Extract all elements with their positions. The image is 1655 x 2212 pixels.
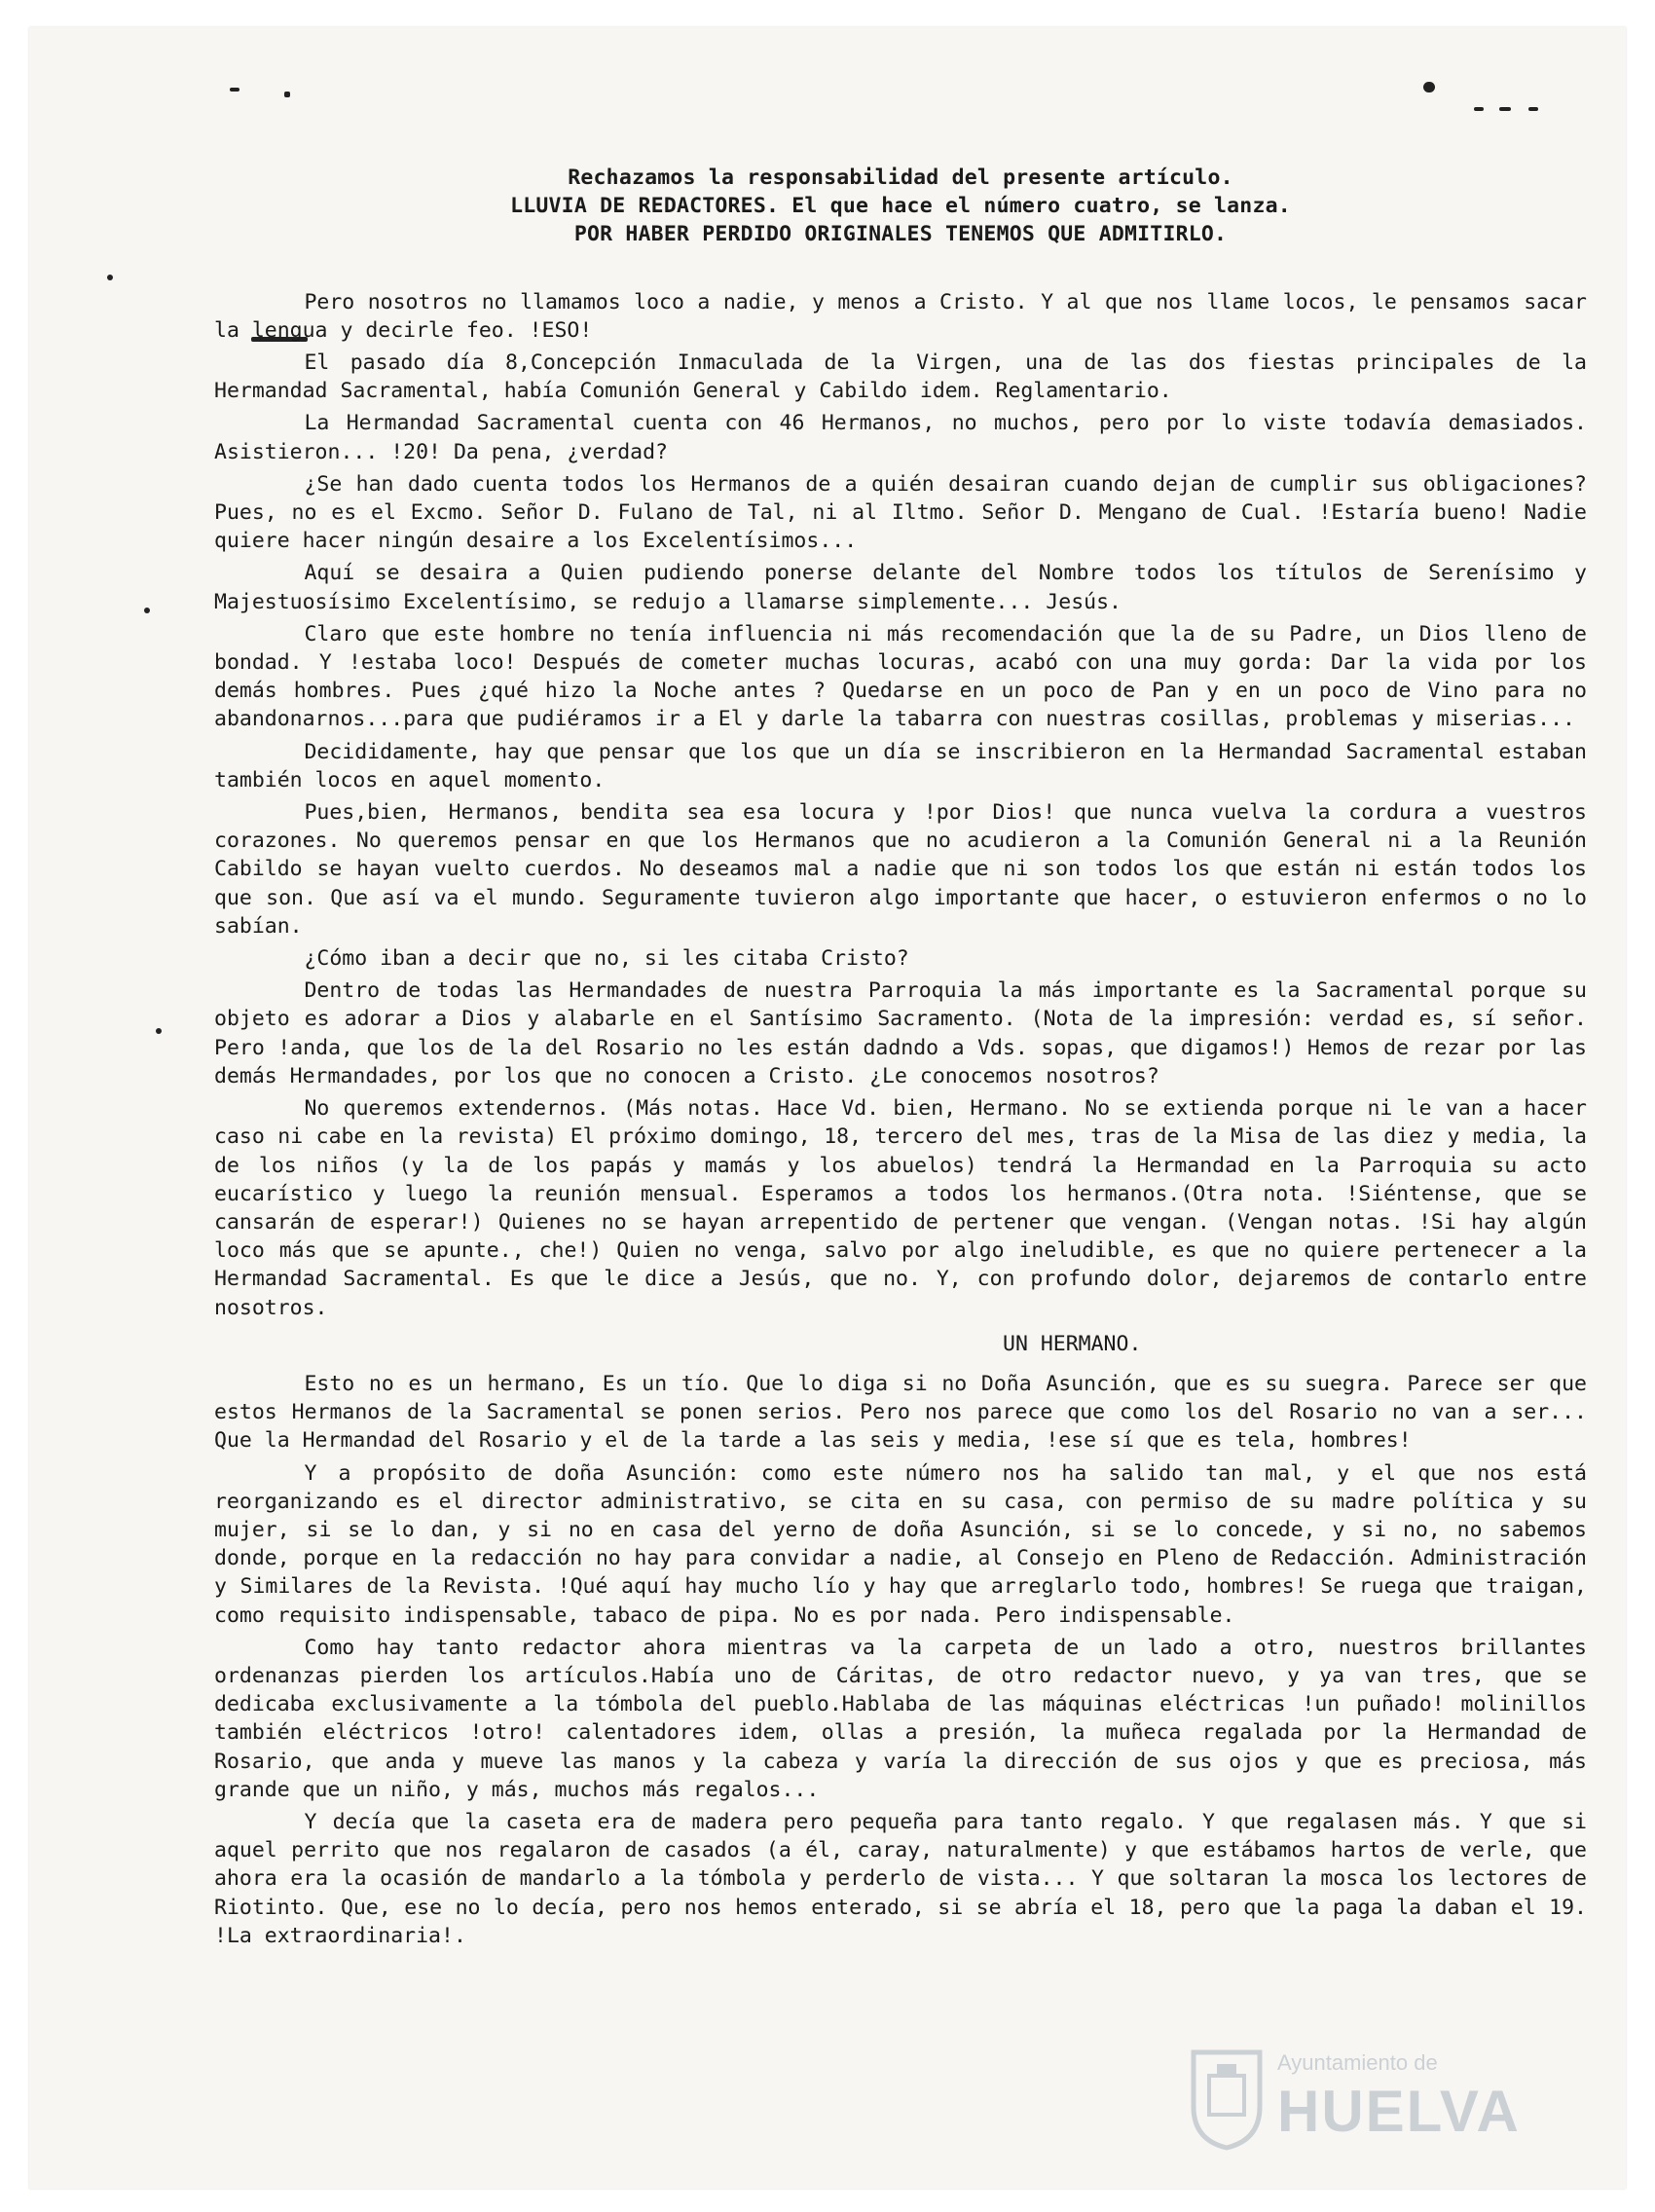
article bbox=[214, 164, 1587, 1954]
ink-speck bbox=[1423, 82, 1435, 92]
article-header bbox=[214, 164, 1587, 249]
watermark-title: HUELVA bbox=[1277, 2079, 1521, 2144]
paragraph: Esto no es un hermano, Es un tío. Que lo diga si no Doña Asunción, que es su suegra. Parece ser que estos Hermanos de la Sacramental se ponen serios. Pero nos parece que como los del Rosario no van a ser... Que la Hermandad del Rosario y el de la tarde a las seis y media, !ese sí que es tela, hombres! bbox=[214, 1371, 1587, 1454]
header-note: POR HABER PERDIDO ORIGINALES TENEMOS QUE ADMITIRLO. bbox=[573, 222, 1228, 247]
signature: UN HERMANO. bbox=[1003, 1331, 1142, 1356]
ink-speck bbox=[156, 1028, 162, 1034]
ink-speck bbox=[1474, 107, 1484, 111]
paragraph: Y decía que la caseta era de madera pero pequeña para tanto regalo. Y que regalasen más. Y que si aquel perrito que nos regalaron de casados (a él, caray, naturalmente) y que estábamos hartos de verle, que ahora era la ocasión de mandarlo a la tómbola y perderlo de vista... Y que soltaran la mosca los lectores de Riotinto. Que, ese no lo decía, pero nos hemos enterado, si se abría el 18, pero que la paga la daban el 19. !La extraordinaria!. bbox=[214, 1809, 1587, 1948]
paragraph: Como hay tanto redactor ahora mientras va la carpeta de un lado a otro, nuestros brillantes ordenanzas pierden los artículos.Había uno de Cáritas, de otro redactor nuevo, y ya van tres, que se dedicaba exclusivamente a la tómbola del pueblo.Hablaba de las máquinas eléctricas !un puñado! molinillos también eléctricos !otro! calentadores idem, ollas a presión, la muñeca regalada por la Hermandad de Rosario, que anda y mueve las manos y la cabeza y varía la dirección de sus ojos y que es preciosa, más grande que un niño, y más, muchos más regalos... bbox=[214, 1635, 1587, 1802]
ink-speck bbox=[284, 92, 290, 97]
paragraph: ¿Se han dado cuenta todos los Hermanos de a quién desairan cuando dejan de cumplir sus obligaciones? Pues, no es el Excmo. Señor D. Fulano de Tal, ni al Iltmo. Señor D. Mengano de Cual. !Estaría bueno! Nadie quiere hacer ningún desaire a los Excelentísimos... bbox=[214, 471, 1587, 554]
ink-speck bbox=[107, 275, 113, 280]
ink-speck bbox=[1528, 107, 1538, 111]
paragraph: Pues,bien, Hermanos, bendita sea esa locura y !por Dios! que nunca vuelva la cordura a vuestros corazones. No queremos pensar en que los Hermanos que no acudieron a la Comunión General ni a la Reunión Cabildo se hayan vuelto cuerdos. No deseamos mal a nadie que ni son todos los que están ni están todos los que son. Que así va el mundo. Seguramente tuvieron algo importante que hacer, o estuvieron enfermos o no lo sabían. bbox=[214, 800, 1587, 939]
document-sheet bbox=[29, 27, 1626, 2189]
archive-watermark bbox=[1188, 2043, 1538, 2159]
header-disclaimer: Rechazamos la responsabilidad del presente artículo. bbox=[568, 166, 1233, 190]
paragraph: Dentro de todas las Hermandades de nuestra Parroquia la más importante es la Sacramental porque su objeto es adorar a Dios y alabarle en el Santísimo Sacramento. (Nota de la impresión: verdad es, sí señor. Pero !anda, que los de la del Rosario no les están dadndo a Vds. sopas, que digamos!) Hemos de rezar por las demás Hermandades, por los que no conocen a Cristo. ¿Le conocemos nosotros? bbox=[214, 978, 1587, 1088]
paragraph: Y a propósito de doña Asunción: como este número nos ha salido tan mal, y el que nos está reorganizando es el director administrativo, se cita en su casa, con permiso de su madre política y su mujer, si se lo dan, y si no en casa del yerno de doña Asunción, si se lo concede, y si no, no sabemos donde, porque en la redacción no hay para convidar a nadie, al Consejo en Pleno de Redacción. Administración y Similares de la Revista. !Qué aquí hay mucho lío y hay que arreglarlo todo, hombres! Se ruega que traigan, como requisito indispensable, tabaco de pipa. No es por nada. Pero indispensable. bbox=[214, 1460, 1587, 1628]
ink-speck bbox=[1499, 107, 1511, 111]
paragraph: Claro que este hombre no tenía influencia ni más recomendación que la de su Padre, un Dios lleno de bondad. Y !estaba loco! Después de cometer muchas locuras, acabó con una muy gorda: Dar la vida por los demás hombres. Pues ¿qué hizo la Noche antes ? Quedarse en un poco de Pan y en un poco de Vino para no abandonarnos...para que pudiéramos ir a El y darle la tabarra con nuestras cosillas, problemas y miserias... bbox=[214, 621, 1587, 732]
paragraph: El pasado día 8,Concepción Inmaculada de la Virgen, una de las dos fiestas principales de la Hermandad Sacramental, había Comunión General y Cabildo idem. Reglamentario. bbox=[214, 350, 1587, 404]
coat-of-arms-icon bbox=[1188, 2046, 1266, 2152]
header-subtitle: LLUVIA DE REDACTORES. El que hace el número cuatro, se lanza. bbox=[510, 194, 1291, 219]
paragraph: No queremos extendernos. (Más notas. Hace Vd. bien, Hermano. No se extienda porque ni le van a hacer caso ni cabe en la revista) El próximo domingo, 18, tercero del mes, tras de la Misa de las diez y media, la de los niños (y la de los papás y mamás y los abuelos) tendrá la Hermandad en la Parroquia su acto eucarístico y luego la reunión mensual. Esperamos a todos los hermanos.(Otra nota. !Siéntense, que se cansarán de esperar!) Quienes no se hayan arrepentido de pertener que vengan. (Vengan notas. !Si hay algún loco más que se apunte., che!) Quien no venga, salvo por algo ineludible, es que no quiere pertenecer a la Hermandad Sacramental. Es que le dice a Jesús, que no. Y, con profundo dolor, dejaremos de contarlo entre nosotros. bbox=[214, 1096, 1587, 1320]
watermark-small-text: Ayuntamiento de bbox=[1277, 2050, 1438, 2075]
ink-speck bbox=[230, 88, 239, 92]
paragraph: Decididamente, hay que pensar que los que un día se inscribieron en la Hermandad Sacramental estaban también locos en aquel momento. bbox=[214, 739, 1587, 793]
paragraph: Pero nosotros no llamamos loco a nadie, y menos a Cristo. Y al que nos llame locos, le pensamos sacar la lengua y decirle feo. !ESO! bbox=[214, 289, 1587, 343]
paragraph: ¿Cómo iban a decir que no, si les citaba Cristo? bbox=[304, 946, 909, 972]
paragraph: Aquí se desaira a Quien pudiendo ponerse delante del Nombre todos los títulos de Serenísimo y Majestuosísimo Excelentísimo, se redujo a llamarse simplemente... Jesús. bbox=[214, 561, 1587, 614]
ink-speck bbox=[144, 608, 150, 613]
paragraph: La Hermandad Sacramental cuenta con 46 Hermanos, no muchos, pero por lo viste todavía demasiados. Asistieron... !20! Da pena, ¿verdad? bbox=[214, 411, 1587, 464]
